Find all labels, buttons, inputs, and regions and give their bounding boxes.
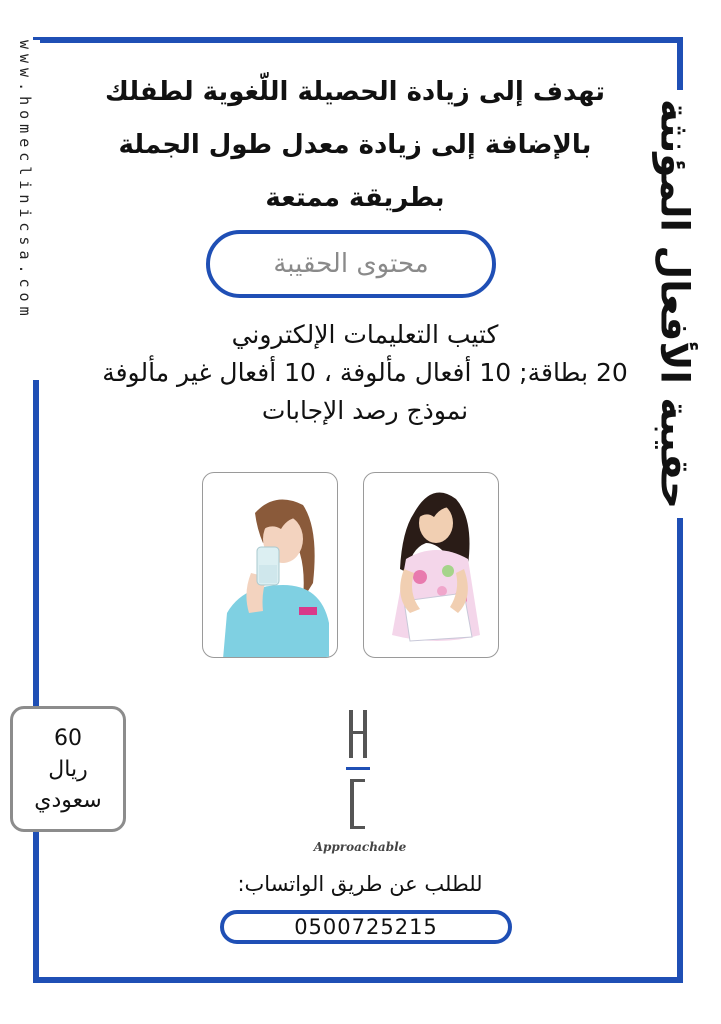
website-url[interactable] bbox=[10, 40, 40, 380]
contents-list bbox=[60, 316, 670, 430]
contents-heading-pill bbox=[206, 230, 496, 298]
price-badge bbox=[10, 706, 126, 832]
card-girl-writing bbox=[363, 472, 499, 658]
intro-line: تهدف إلى زيادة الحصيلة اللّغوية لطفلك bbox=[104, 77, 606, 107]
girl-drinking-illustration bbox=[203, 473, 338, 658]
price-amount: 60 bbox=[54, 725, 82, 751]
brand-logo-mark bbox=[300, 705, 420, 840]
contents-item: كتيب التعليمات الإلكتروني bbox=[231, 320, 499, 349]
price-currency-line1: ريال bbox=[48, 756, 88, 782]
intro-line: بالإضافة إلى زيادة معدل طول الجملة bbox=[118, 130, 592, 160]
contents-item: نموذج رصد الإجابات bbox=[261, 396, 469, 425]
intro-line: بطريقة ممتعة bbox=[265, 183, 445, 213]
contents-item: 20 بطاقة; 10 أفعال مألوفة ، 10 أفعال غير مألوفة bbox=[102, 358, 628, 387]
side-title-box bbox=[636, 90, 712, 518]
website-url-text: www.homeclinicsa.com bbox=[16, 40, 34, 321]
contents-heading: محتوى الحقيبة bbox=[273, 249, 429, 279]
card-girl-drinking bbox=[202, 472, 338, 658]
brand-logo bbox=[300, 705, 420, 865]
price-currency-line2: سعودي bbox=[34, 787, 102, 813]
whatsapp-phone-number[interactable]: 0500725215 bbox=[294, 915, 438, 939]
intro-text bbox=[70, 66, 640, 225]
whatsapp-phone-pill[interactable] bbox=[220, 910, 512, 944]
brand-logo-text: Approachable bbox=[313, 840, 407, 854]
side-title: حقيبة الأفعال المؤنثة bbox=[651, 98, 697, 510]
order-label: للطلب عن طريق الواتساب: bbox=[237, 872, 483, 896]
girl-writing-illustration bbox=[364, 473, 499, 658]
